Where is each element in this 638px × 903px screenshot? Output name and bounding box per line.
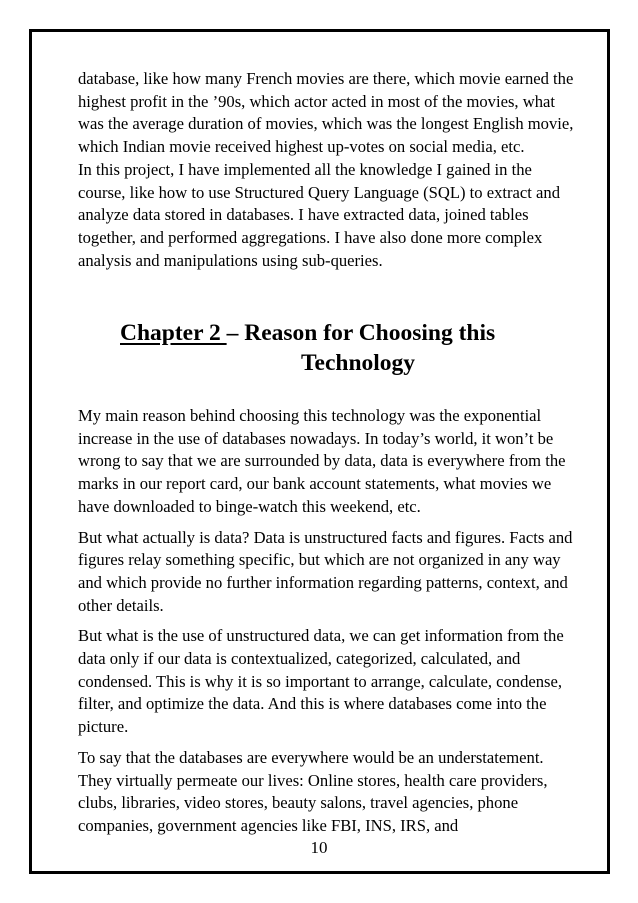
chapter-label: Chapter 2 (120, 320, 227, 346)
chapter-title-part-1: – Reason for Choosing this (226, 320, 496, 346)
intro-paragraph-1: database, like how many French movies are there, which movie earned the highest profit in the ’90s, which actor acted in most of the movies, what was the average duration of movies, which was the longest English movie, which Indian movie received highest up-votes on social media, etc. (78, 69, 574, 157)
page-number: 10 (310, 838, 328, 857)
body-paragraph-3: But what is the use of unstructured data, we can get information from the data only if our data is contextualized, categorized, calculated, and condensed. This is why it is so important to arrange, calculate, condense, filter, and optimize the data. And this is where databases come into the picture. (78, 626, 564, 737)
intro-paragraph-2: In this project, I have implemented all the knowledge I gained in the course, like how to use Structured Query Language (SQL) to extract and analyze data stored in databases. I have extracted data, joined tables together, and performed aggregations. I have also done more complex analysis and manipulations using sub-queries. (78, 159, 560, 270)
chapter-body (78, 405, 574, 838)
chapter-heading (78, 318, 598, 378)
body-paragraph-1: My main reason behind choosing this technology was the exponential increase in the use of databases nowadays. In today’s world, it won’t be wrong to say that we are surrounded by data, data is everywhere from the marks in our report card, our bank account statements, what movies we have downloaded to binge-watch this weekend, etc. (78, 406, 566, 516)
chapter-heading-line-1 (78, 318, 598, 348)
intro-section (78, 68, 574, 272)
chapter-title-part-2: Technology (301, 350, 416, 376)
body-paragraph-4: To say that the databases are everywhere would be an understatement. They virtually permeate our lives: Online stores, health care providers, clubs, libraries, video stores, beauty salons, travel agencies, phone companies, government agencies like FBI, INS, IRS, and (78, 747, 548, 835)
body-paragraph-2: But what actually is data? Data is unstructured facts and figures. Facts and figures relay something specific, but which are not organized in any way and which provide no further information regarding patterns, context, and other details. (78, 527, 573, 615)
